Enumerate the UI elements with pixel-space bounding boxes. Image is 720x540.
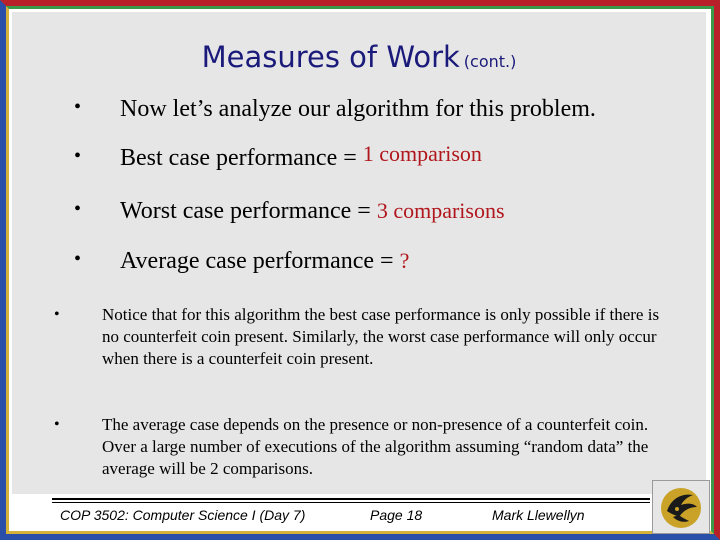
- footer-page-number: Page 18: [370, 507, 423, 523]
- slide-title: [12, 40, 706, 74]
- bullet-value: 1 comparison: [362, 141, 482, 166]
- bullet-text: Now let’s analyze our algorithm for this problem.: [120, 96, 596, 122]
- note-dot: •: [54, 416, 60, 433]
- footer-rule: [52, 498, 650, 500]
- slide-footer: [52, 496, 650, 530]
- bullet-text: [120, 141, 482, 172]
- bullet-dot: •: [74, 145, 82, 167]
- slide-content: [12, 12, 706, 494]
- bullet-dot: •: [74, 248, 82, 270]
- bullet-label: Worst case performance =: [120, 198, 377, 224]
- slide-title-main: Measures of Work: [201, 40, 460, 74]
- note-paragraph: Notice that for this algorithm the best case performance is only possible if there is no counterfeit coin present. Similarly, the worst case performance will only occur when there is a counterfeit coin present.: [102, 305, 660, 368]
- bullet-text: [120, 248, 409, 275]
- bullet-label: Average case performance =: [120, 248, 400, 274]
- note-dot: •: [54, 306, 60, 323]
- bullet-text: [120, 198, 505, 225]
- bullet-label: Best case performance =: [120, 145, 363, 171]
- footer-author: Mark Llewellyn: [492, 507, 585, 523]
- bullet-value: ?: [399, 248, 410, 273]
- logo-frame: [652, 480, 710, 534]
- bullet-value: 3 comparisons: [376, 198, 505, 223]
- slide-title-suffix: (cont.): [463, 52, 517, 71]
- footer-course: COP 3502: Computer Science I (Day 7): [60, 507, 306, 523]
- footer-rule: [52, 502, 650, 503]
- ucf-pegasus-logo-icon: [653, 481, 709, 533]
- bullet-dot: •: [74, 96, 82, 118]
- note-paragraph: The average case depends on the presence or non-presence of a counterfeit coin. Over a large number of executions of the algorithm assuming “random data” the average will be 2 comparisons.: [102, 415, 649, 478]
- bullet-dot: •: [74, 198, 82, 220]
